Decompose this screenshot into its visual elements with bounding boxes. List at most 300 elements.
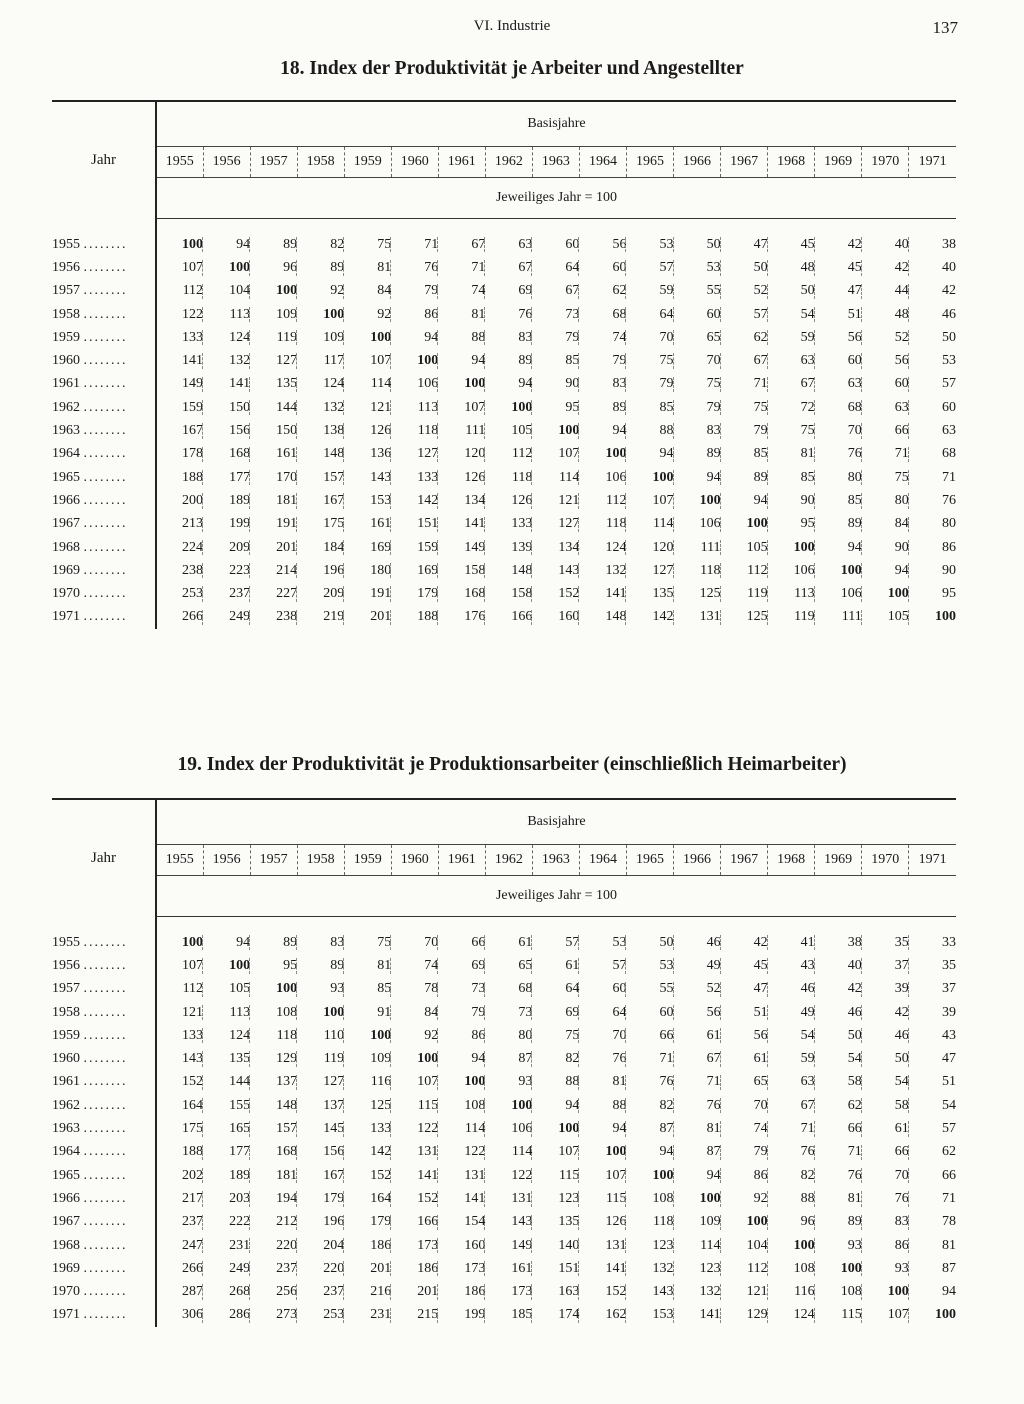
index-value: 144 xyxy=(250,396,297,419)
index-value: 123 xyxy=(674,1257,721,1280)
row-year: 1955 xyxy=(52,934,80,950)
index-value: 60 xyxy=(815,349,862,372)
index-value: 220 xyxy=(250,1234,297,1257)
index-value: 142 xyxy=(391,489,438,512)
index-value: 93 xyxy=(485,1071,532,1094)
index-value: 151 xyxy=(532,1257,579,1280)
index-value: 224 xyxy=(156,536,203,559)
index-value: 237 xyxy=(203,582,250,605)
index-value: 201 xyxy=(344,606,391,629)
index-value: 83 xyxy=(579,373,626,396)
index-value: 100 xyxy=(862,1280,909,1303)
index-value: 178 xyxy=(156,443,203,466)
index-value: 189 xyxy=(203,489,250,512)
table-row xyxy=(52,606,956,629)
index-value: 188 xyxy=(391,606,438,629)
index-value: 71 xyxy=(438,256,485,279)
index-value: 84 xyxy=(344,280,391,303)
index-value: 55 xyxy=(626,978,673,1001)
index-value: 122 xyxy=(438,1141,485,1164)
index-value: 100 xyxy=(438,1071,485,1094)
index-value: 135 xyxy=(532,1211,579,1234)
index-value: 124 xyxy=(203,1024,250,1047)
index-value: 155 xyxy=(203,1094,250,1117)
index-value: 112 xyxy=(156,978,203,1001)
base-year-header: 1956 xyxy=(203,845,250,876)
index-value: 137 xyxy=(297,1094,344,1117)
index-value: 71 xyxy=(942,469,956,485)
index-value: 166 xyxy=(391,1211,438,1234)
index-value: 168 xyxy=(250,1141,297,1164)
table-row xyxy=(52,978,956,1001)
table-row xyxy=(52,1187,956,1210)
table-row xyxy=(52,419,956,442)
index-value: 141 xyxy=(438,1187,485,1210)
index-value: 108 xyxy=(815,1280,862,1303)
index-value: 83 xyxy=(674,419,721,442)
index-value: 53 xyxy=(942,353,956,369)
index-value: 119 xyxy=(768,606,815,629)
index-value: 199 xyxy=(203,513,250,536)
index-value: 107 xyxy=(532,1141,579,1164)
index-value: 127 xyxy=(391,443,438,466)
index-value: 127 xyxy=(297,1071,344,1094)
index-value: 100 xyxy=(626,466,673,489)
index-value: 141 xyxy=(391,1164,438,1187)
index-value: 54 xyxy=(768,303,815,326)
index-value: 66 xyxy=(862,419,909,442)
index-value: 47 xyxy=(815,280,862,303)
base-year-header: 1969 xyxy=(815,845,862,876)
index-value: 100 xyxy=(438,373,485,396)
index-value: 68 xyxy=(579,303,626,326)
index-value: 126 xyxy=(485,489,532,512)
row-year: 1956 xyxy=(52,259,80,275)
row-year: 1963 xyxy=(52,423,80,439)
index-value: 169 xyxy=(344,536,391,559)
index-value: 42 xyxy=(815,978,862,1001)
index-value: 201 xyxy=(391,1280,438,1303)
index-value: 152 xyxy=(391,1187,438,1210)
index-value: 41 xyxy=(768,931,815,954)
index-value: 89 xyxy=(721,466,768,489)
index-value: 69 xyxy=(532,1001,579,1024)
index-value: 64 xyxy=(532,256,579,279)
index-value: 84 xyxy=(391,1001,438,1024)
index-value: 81 xyxy=(674,1117,721,1140)
index-value: 173 xyxy=(438,1257,485,1280)
table-19 xyxy=(52,798,956,1327)
index-value: 85 xyxy=(768,466,815,489)
table-row xyxy=(52,1024,956,1047)
base-year-header: 1967 xyxy=(721,147,768,178)
row-year: 1961 xyxy=(52,376,80,392)
index-value: 95 xyxy=(942,586,956,602)
index-value: 46 xyxy=(942,306,956,322)
table-row xyxy=(52,1117,956,1140)
index-value: 184 xyxy=(297,536,344,559)
index-value: 66 xyxy=(626,1024,673,1047)
index-value: 108 xyxy=(438,1094,485,1117)
index-value: 106 xyxy=(579,466,626,489)
index-value: 107 xyxy=(532,443,579,466)
index-value: 64 xyxy=(579,1001,626,1024)
index-value: 90 xyxy=(532,373,579,396)
index-value: 40 xyxy=(815,954,862,977)
row-year: 1966 xyxy=(52,1190,80,1206)
index-value: 106 xyxy=(815,582,862,605)
index-value: 181 xyxy=(250,489,297,512)
index-value: 118 xyxy=(391,419,438,442)
index-value: 116 xyxy=(768,1280,815,1303)
index-value: 83 xyxy=(297,931,344,954)
table-row xyxy=(52,513,956,536)
index-value: 168 xyxy=(438,582,485,605)
index-value: 217 xyxy=(156,1187,203,1210)
index-value: 43 xyxy=(942,1027,956,1043)
base-year-header: 1966 xyxy=(674,147,721,178)
base-year-header: 1971 xyxy=(909,147,956,178)
table-18 xyxy=(52,100,956,629)
index-value: 135 xyxy=(626,582,673,605)
index-value: 67 xyxy=(768,1094,815,1117)
index-value: 114 xyxy=(485,1141,532,1164)
leader-dots: ........ xyxy=(83,423,128,439)
row-year: 1957 xyxy=(52,981,80,997)
base-year-header: 1955 xyxy=(156,845,203,876)
index-value: 94 xyxy=(674,1164,721,1187)
table-row xyxy=(52,489,956,512)
index-value: 107 xyxy=(156,256,203,279)
index-value: 149 xyxy=(156,373,203,396)
page-header xyxy=(0,18,1024,42)
row-year-label xyxy=(52,1164,156,1187)
base-year-header: 1971 xyxy=(909,845,956,876)
index-value: 62 xyxy=(942,1144,956,1160)
base-year-header: 1958 xyxy=(297,845,344,876)
index-value: 148 xyxy=(250,1094,297,1117)
index-value: 47 xyxy=(721,978,768,1001)
index-value: 152 xyxy=(532,582,579,605)
leader-dots: ........ xyxy=(83,1284,128,1300)
index-value: 143 xyxy=(626,1280,673,1303)
index-value: 93 xyxy=(297,978,344,1001)
index-value: 209 xyxy=(203,536,250,559)
row-year: 1967 xyxy=(52,516,80,532)
index-value: 125 xyxy=(674,582,721,605)
row-year: 1965 xyxy=(52,1167,80,1183)
index-value: 133 xyxy=(485,513,532,536)
row-year-label xyxy=(52,303,156,326)
index-value: 50 xyxy=(674,233,721,256)
base-year-header: 1968 xyxy=(768,845,815,876)
index-value: 133 xyxy=(156,1024,203,1047)
index-value: 80 xyxy=(485,1024,532,1047)
table-row xyxy=(52,443,956,466)
index-value: 120 xyxy=(438,443,485,466)
index-value: 191 xyxy=(250,513,297,536)
index-value: 79 xyxy=(579,349,626,372)
index-value: 91 xyxy=(344,1001,391,1024)
leader-dots: ........ xyxy=(83,562,128,578)
index-value: 143 xyxy=(532,559,579,582)
index-value: 87 xyxy=(674,1141,721,1164)
leader-dots: ........ xyxy=(83,306,128,322)
index-value: 85 xyxy=(626,396,673,419)
index-value: 76 xyxy=(815,443,862,466)
index-value: 88 xyxy=(768,1187,815,1210)
index-value: 131 xyxy=(579,1234,626,1257)
row-year-label xyxy=(52,1211,156,1234)
index-value: 64 xyxy=(626,303,673,326)
table-row xyxy=(52,1257,956,1280)
leader-dots: ........ xyxy=(83,1260,128,1276)
index-value: 133 xyxy=(156,326,203,349)
index-value: 256 xyxy=(250,1280,297,1303)
index-value: 186 xyxy=(391,1257,438,1280)
index-value: 50 xyxy=(862,1047,909,1070)
row-year-label xyxy=(52,1047,156,1070)
table-18-title: 18. Index der Produktivität je Arbeiter und Angestellter xyxy=(280,58,744,79)
index-value: 89 xyxy=(250,931,297,954)
index-value: 94 xyxy=(626,1141,673,1164)
index-value: 75 xyxy=(344,233,391,256)
index-value: 62 xyxy=(815,1094,862,1117)
index-value: 94 xyxy=(862,559,909,582)
index-value: 81 xyxy=(344,256,391,279)
base-year-header: 1956 xyxy=(203,147,250,178)
index-value: 63 xyxy=(485,233,532,256)
table-row xyxy=(52,931,956,954)
index-value: 85 xyxy=(721,443,768,466)
index-value: 112 xyxy=(721,1257,768,1280)
index-value: 82 xyxy=(626,1094,673,1117)
index-value: 92 xyxy=(297,280,344,303)
index-value: 81 xyxy=(579,1071,626,1094)
index-value: 160 xyxy=(532,606,579,629)
index-value: 56 xyxy=(862,349,909,372)
index-value: 100 xyxy=(768,536,815,559)
row-year-label xyxy=(52,1001,156,1024)
row-year: 1959 xyxy=(52,329,80,345)
index-value: 59 xyxy=(768,1047,815,1070)
index-value: 80 xyxy=(862,489,909,512)
index-value: 161 xyxy=(485,1257,532,1280)
index-value: 150 xyxy=(250,419,297,442)
base-year-header: 1961 xyxy=(438,147,485,178)
row-year: 1965 xyxy=(52,469,80,485)
index-value: 89 xyxy=(297,256,344,279)
index-value: 45 xyxy=(815,256,862,279)
row-year: 1964 xyxy=(52,1144,80,1160)
index-value: 89 xyxy=(579,396,626,419)
index-value: 231 xyxy=(203,1234,250,1257)
index-value: 179 xyxy=(344,1211,391,1234)
index-value: 238 xyxy=(250,606,297,629)
index-value: 127 xyxy=(532,513,579,536)
index-value: 134 xyxy=(532,536,579,559)
index-value: 71 xyxy=(626,1047,673,1070)
leader-dots: ........ xyxy=(83,329,128,345)
index-value: 158 xyxy=(438,559,485,582)
index-value: 194 xyxy=(250,1187,297,1210)
index-value: 141 xyxy=(438,513,485,536)
index-value: 40 xyxy=(942,259,956,275)
leader-dots: ........ xyxy=(83,1027,128,1043)
index-value: 94 xyxy=(532,1094,579,1117)
index-value: 114 xyxy=(626,513,673,536)
index-value: 67 xyxy=(485,256,532,279)
index-value: 115 xyxy=(391,1094,438,1117)
index-value: 113 xyxy=(768,582,815,605)
index-value: 71 xyxy=(768,1117,815,1140)
leader-dots: ........ xyxy=(83,539,128,555)
index-value: 57 xyxy=(942,376,956,392)
table-row xyxy=(52,326,956,349)
index-value: 151 xyxy=(391,513,438,536)
index-value: 88 xyxy=(626,419,673,442)
row-year: 1970 xyxy=(52,586,80,602)
index-value: 123 xyxy=(532,1187,579,1210)
index-value: 76 xyxy=(768,1141,815,1164)
row-year: 1969 xyxy=(52,562,80,578)
row-year-label xyxy=(52,1280,156,1303)
index-value: 46 xyxy=(674,931,721,954)
index-value: 114 xyxy=(344,373,391,396)
base-year-header: 1966 xyxy=(674,845,721,876)
index-value: 100 xyxy=(391,1047,438,1070)
index-value: 152 xyxy=(579,1280,626,1303)
index-value: 100 xyxy=(532,419,579,442)
index-value: 89 xyxy=(815,513,862,536)
index-value: 166 xyxy=(485,606,532,629)
index-value: 106 xyxy=(674,513,721,536)
row-year-label xyxy=(52,349,156,372)
index-value: 66 xyxy=(438,931,485,954)
index-value: 68 xyxy=(485,978,532,1001)
index-value: 63 xyxy=(768,349,815,372)
index-value: 89 xyxy=(297,954,344,977)
index-value: 142 xyxy=(626,606,673,629)
index-value: 85 xyxy=(532,349,579,372)
row-year-label xyxy=(52,1234,156,1257)
table-row xyxy=(52,256,956,279)
row-year-label xyxy=(52,489,156,512)
index-value: 83 xyxy=(485,326,532,349)
index-value: 186 xyxy=(438,1280,485,1303)
index-value: 167 xyxy=(297,1164,344,1187)
leader-dots: ........ xyxy=(83,516,128,532)
index-value: 79 xyxy=(721,419,768,442)
index-value: 100 xyxy=(674,1187,721,1210)
index-value: 143 xyxy=(344,466,391,489)
index-value: 81 xyxy=(942,1237,956,1253)
index-value: 109 xyxy=(250,303,297,326)
index-value: 100 xyxy=(935,609,956,625)
leader-dots: ........ xyxy=(83,1051,128,1067)
row-year-label xyxy=(52,1187,156,1210)
index-value: 93 xyxy=(862,1257,909,1280)
index-value: 266 xyxy=(156,1257,203,1280)
index-value: 81 xyxy=(768,443,815,466)
row-year: 1963 xyxy=(52,1121,80,1137)
row-year: 1961 xyxy=(52,1074,80,1090)
row-year-label xyxy=(52,466,156,489)
index-value: 127 xyxy=(626,559,673,582)
index-value: 124 xyxy=(579,536,626,559)
index-value: 62 xyxy=(579,280,626,303)
index-value: 215 xyxy=(391,1304,438,1327)
index-value: 201 xyxy=(250,536,297,559)
index-value: 57 xyxy=(721,303,768,326)
table-row xyxy=(52,1071,956,1094)
index-value: 60 xyxy=(862,373,909,396)
index-value: 86 xyxy=(391,303,438,326)
index-value: 111 xyxy=(815,606,862,629)
table-19-title: 19. Index der Produktivität je Produktionsarbeiter (einschließlich Heimarbeiter) xyxy=(177,754,847,775)
index-value: 105 xyxy=(721,536,768,559)
table-row xyxy=(52,1164,956,1187)
base-year-header: 1970 xyxy=(862,147,909,178)
index-value: 177 xyxy=(203,1141,250,1164)
base-year-header: 1962 xyxy=(485,845,532,876)
leader-dots: ........ xyxy=(83,609,128,625)
index-value: 160 xyxy=(438,1234,485,1257)
leader-dots: ........ xyxy=(83,934,128,950)
row-year: 1962 xyxy=(52,1097,80,1113)
index-value: 100 xyxy=(344,1024,391,1047)
row-year: 1969 xyxy=(52,1260,80,1276)
index-value: 100 xyxy=(579,1141,626,1164)
index-value: 89 xyxy=(674,443,721,466)
index-value: 86 xyxy=(862,1234,909,1257)
index-value: 64 xyxy=(532,978,579,1001)
index-value: 100 xyxy=(156,233,203,256)
index-value: 81 xyxy=(815,1187,862,1210)
index-value: 52 xyxy=(721,280,768,303)
index-value: 76 xyxy=(674,1094,721,1117)
index-value: 86 xyxy=(942,539,956,555)
index-value: 39 xyxy=(862,978,909,1001)
index-value: 106 xyxy=(391,373,438,396)
leader-dots: ........ xyxy=(83,376,128,392)
index-value: 149 xyxy=(438,536,485,559)
index-value: 114 xyxy=(438,1117,485,1140)
index-value: 87 xyxy=(626,1117,673,1140)
index-value: 45 xyxy=(721,954,768,977)
table-row xyxy=(52,373,956,396)
index-value: 67 xyxy=(721,349,768,372)
index-value: 121 xyxy=(344,396,391,419)
row-year: 1967 xyxy=(52,1214,80,1230)
index-value: 185 xyxy=(485,1304,532,1327)
index-value: 94 xyxy=(815,536,862,559)
index-value: 158 xyxy=(485,582,532,605)
row-year: 1971 xyxy=(52,609,80,625)
index-value: 105 xyxy=(862,606,909,629)
index-value: 148 xyxy=(297,443,344,466)
index-value: 60 xyxy=(579,978,626,1001)
index-value: 123 xyxy=(626,1234,673,1257)
row-year-label xyxy=(52,1257,156,1280)
index-value: 113 xyxy=(391,396,438,419)
row-year: 1960 xyxy=(52,353,80,369)
index-value: 150 xyxy=(203,396,250,419)
index-value: 100 xyxy=(297,1001,344,1024)
index-value: 139 xyxy=(485,536,532,559)
index-table xyxy=(52,100,956,629)
index-value: 143 xyxy=(156,1047,203,1070)
